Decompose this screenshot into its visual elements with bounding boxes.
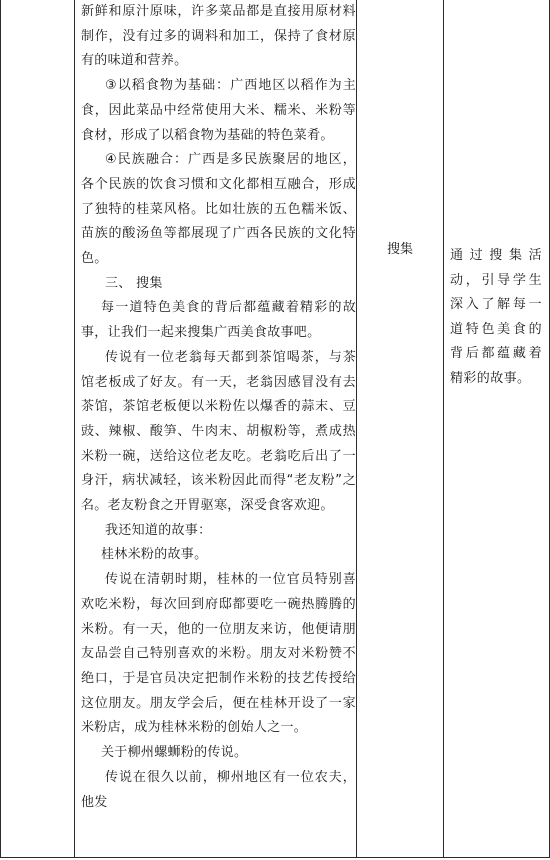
paragraph-laoyou-noodle-story: 传说有一位老翁每天都到茶馆喝茶，与茶馆老板成了好友。有一天，老翁因感冒没有去茶馆，茶馆老板便以米粉佐以爆香的蒜末、豆豉、辣椒、酸笋、牛肉末、胡椒粉等，煮成热米粉一碗，送给这位老友吃。老翁吃后出了一身汗，病状减轻，该米粉因此而得“老友粉”之名。老友粉食之开胃驱寒，深受食客欢迎。 [81, 349, 356, 514]
section-title-collect: 三、 搜集 [105, 275, 163, 291]
paragraph-rice-based: ③以稻食物为基础：广西地区以稻作为主食，因此菜品中经常使用大米、糯米、米粉等食材，形成了以稻食物为基础的特色菜肴。 [81, 78, 356, 143]
table-border-bottom [0, 857, 550, 858]
column-divider-1 [74, 0, 75, 858]
column-divider-3 [443, 0, 444, 858]
design-intent-text: 通过搜集活动，引导学生深入了解每一道特色美食的背后都蕴藏着精彩的故事。 [450, 248, 542, 386]
activity-label: 搜集 [386, 242, 413, 257]
paragraph-guilin-title: 桂林米粉的故事。 [101, 547, 208, 563]
paragraph-i-also-know: 我还知道的故事： [105, 522, 212, 538]
teaching-content-cell [81, 0, 356, 815]
activity-cell [357, 0, 443, 858]
paragraph-fresh-original: 新鲜和原汁原味，许多菜品都是直接用原材料制作，没有过多的调料和加工，保持了食材原有的味道和营养。 [81, 4, 356, 69]
paragraph-ethnic-fusion: ④民族融合：广西是多民族聚居的地区，各个民族的饮食习惯和文化都相互融合，形成了独特的桂菜风格。比如壮族的五色糯米饭、苗族的酸汤鱼等都展现了广西各民族的文化特色。 [81, 152, 356, 267]
table-border-left [0, 0, 1, 858]
paragraph-guilin-story: 传说在清朝时期，桂林的一位官员特别喜欢吃米粉，每次回到府邸都要吃一碗热腾腾的米粉。有一天，他的一位朋友来访，他便请朋友品尝自己特别喜欢的米粉。朋友对米粉赞不绝口，于是官员决定把制作米粉的技艺传授给这位朋友。朋友学会后，便在桂林开设了一家米粉店，成为桂林米粉的创始人之一。 [81, 572, 356, 736]
paragraph-luosifen-story: 传说在很久以前，柳州地区有一位农夫，他发 [81, 769, 356, 810]
design-intent-cell [450, 244, 542, 391]
paragraph-luosifen-title: 关于柳州螺蛳粉的传说。 [101, 745, 248, 761]
paragraph-collect-intro: 每一道特色美食的背后都蕴藏着精彩的故事，让我们一起来搜集广西美食故事吧。 [81, 300, 356, 341]
